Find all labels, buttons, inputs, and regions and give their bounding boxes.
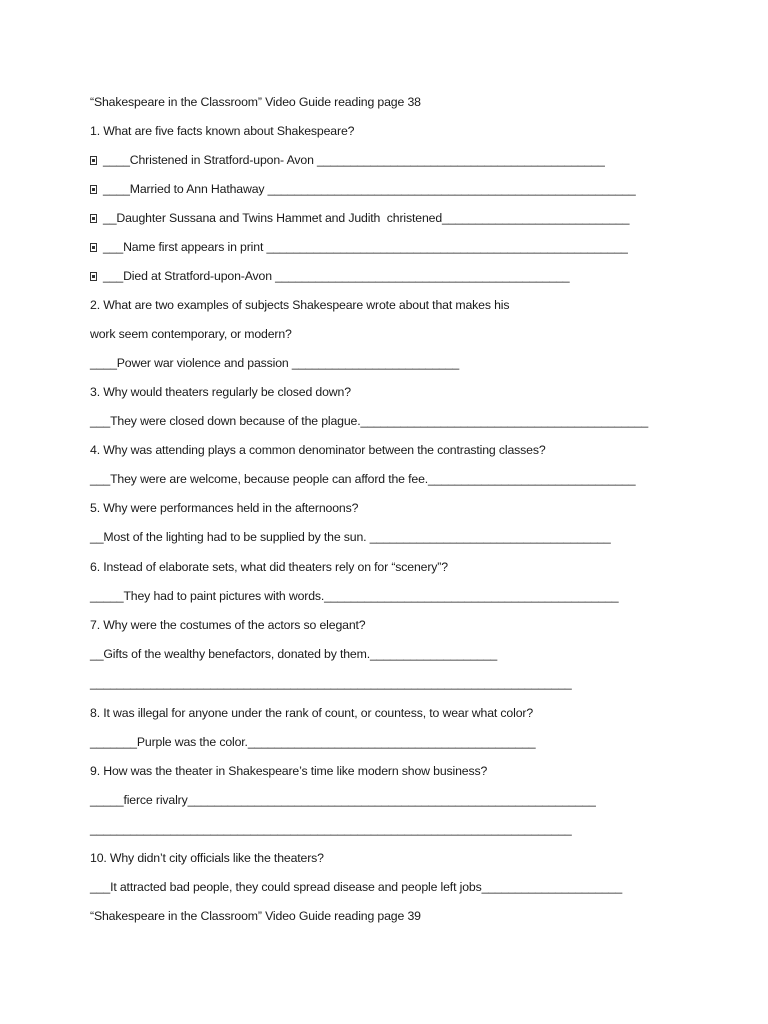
question-10: 10. Why didn’t city officials like the theaters?	[90, 851, 324, 865]
checkbox-square-icon	[90, 243, 97, 252]
answer-9: _____fierce rivalry_____________________________________________________________	[90, 793, 596, 807]
answer-4: ___They were are welcome, because people can afford the fee._______________________________	[90, 472, 636, 486]
question-8: 8. It was illegal for anyone under the rank of count, or countess, to wear what color?	[90, 706, 534, 720]
question-2-line-2: work seem contemporary, or modern?	[90, 327, 292, 341]
checkbox-square-icon	[90, 156, 97, 165]
answer-10: ___It attracted bad people, they could spread disease and people left jobs_____________________	[90, 880, 623, 894]
answer-9-blank-line: ________________________________________________________________________	[90, 822, 572, 836]
answer-2: ____Power war violence and passion _________________________	[90, 356, 460, 370]
fact-text: ____Christened in Stratford-upon- Avon ___________________________________________	[103, 153, 605, 167]
question-3: 3. Why would theaters regularly be closed down?	[90, 385, 351, 399]
fact-text: ___Died at Stratford-upon-Avon ____________________________________________	[103, 269, 570, 283]
answer-3: ___They were closed down because of the plague.___________________________________________	[90, 414, 649, 428]
question-6: 6. Instead of elaborate sets, what did theaters rely on for “scenery”?	[90, 560, 448, 574]
answer-7: __Gifts of the wealthy benefactors, donated by them.___________________	[90, 647, 498, 661]
fact-item	[90, 268, 570, 284]
question-5: 5. Why were performances held in the afternoons?	[90, 501, 359, 515]
question-9: 9. How was the theater in Shakespeare’s time like modern show business?	[90, 764, 488, 778]
answer-6: _____They had to paint pictures with words.____________________________________________	[90, 589, 619, 603]
checkbox-square-icon	[90, 214, 97, 223]
answer-7-blank-line: ________________________________________________________________________	[90, 676, 572, 690]
page-heading: “Shakespeare in the Classroom” Video Guide reading page 38	[90, 95, 421, 109]
fact-text: ___Name first appears in print ______________________________________________________	[103, 240, 628, 254]
fact-text: __Daughter Sussana and Twins Hammet and Judith christened____________________________	[103, 211, 630, 225]
question-2-line-1: 2. What are two examples of subjects Shakespeare wrote about that makes his	[90, 298, 510, 312]
question-1: 1. What are five facts known about Shakespeare?	[90, 124, 355, 138]
question-4: 4. Why was attending plays a common denominator between the contrasting classes?	[90, 443, 546, 457]
page-heading-next: “Shakespeare in the Classroom” Video Guide reading page 39	[90, 909, 421, 923]
answer-5: __Most of the lighting had to be supplied by the sun. ____________________________________	[90, 530, 611, 544]
fact-item	[90, 152, 605, 168]
checkbox-square-icon	[90, 185, 97, 194]
fact-item	[90, 181, 636, 197]
fact-text: ____Married to Ann Hathaway _______________________________________________________	[103, 182, 636, 196]
checkbox-square-icon	[90, 272, 97, 281]
question-7: 7. Why were the costumes of the actors so elegant?	[90, 618, 366, 632]
fact-item	[90, 210, 629, 226]
fact-item	[90, 239, 628, 255]
answer-8: _______Purple was the color.___________________________________________	[90, 735, 536, 749]
